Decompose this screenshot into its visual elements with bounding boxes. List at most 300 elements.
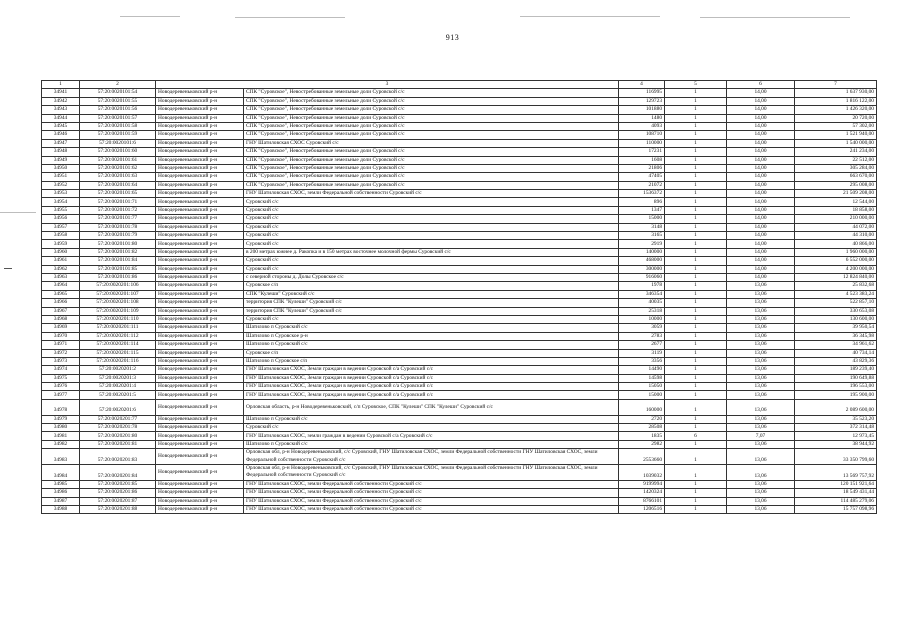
quantity: 1 [665, 232, 727, 240]
quantity: 1 [665, 257, 727, 265]
table-row [42, 257, 877, 265]
cadastral-value: 189 239,40 [795, 366, 877, 374]
location-description: СПК "Суровское", Невостребованные земельные доли Суровской с/с [244, 89, 619, 97]
district: Новодеревеньковский р-н [156, 290, 244, 298]
location-description: СПК "Суровское", Невостребованные земельные доли Суровской с/с [244, 156, 619, 164]
cadastral-number: 57:20:0020201:108 [80, 299, 156, 307]
rate-value: 13,06 [727, 465, 795, 481]
scan-mark-left-2 [4, 268, 12, 269]
quantity: 1 [665, 198, 727, 206]
cadastral-value: 1 960 000,00 [795, 248, 877, 256]
area-value: 1978 [619, 282, 665, 290]
quantity: 1 [665, 122, 727, 130]
area-value: 916060 [619, 273, 665, 281]
cadastral-value: 36 345,98 [795, 332, 877, 340]
location-description: Суровский с/с [244, 198, 619, 206]
cadastral-number: 57:20:0020201:78 [80, 424, 156, 432]
row-number: 34963 [42, 273, 80, 281]
cadastral-number: 57:20:0020201:109 [80, 307, 156, 315]
rate-value: 13,06 [727, 391, 795, 399]
cadastral-number: 57:20:0020201:3 [80, 374, 156, 382]
quantity: 1 [665, 391, 727, 399]
table-row [42, 273, 877, 281]
district: Новодеревеньковский р-н [156, 357, 244, 365]
rate-value: 13,06 [727, 307, 795, 315]
cadastral-number: 57:20:0020201:116 [80, 357, 156, 365]
cadastral-value: 34 961,62 [795, 341, 877, 349]
row-number: 34970 [42, 332, 80, 340]
table-row [42, 391, 877, 399]
quantity: 1 [665, 307, 727, 315]
row-number: 34977 [42, 391, 80, 399]
table-row [42, 383, 877, 391]
rate-value: 14,00 [727, 248, 795, 256]
district: Новодеревеньковский р-н [156, 248, 244, 256]
location-description: СПК "Суровское", Невостребованные земельные доли Суровской с/с [244, 97, 619, 105]
area-value: 15000 [619, 215, 665, 223]
area-value: 2553660 [619, 449, 665, 465]
table-body [42, 89, 877, 514]
location-description: СПК "Суровское", Невостребованные земельные доли Суровской с/с [244, 131, 619, 139]
cadastral-value: 4 200 000,00 [795, 265, 877, 273]
quantity: 1 [665, 366, 727, 374]
location-description: СПК "Суровское", Невостребованные земельные доли Суровской с/с [244, 148, 619, 156]
area-value: 110000 [619, 139, 665, 147]
area-value: 15000 [619, 391, 665, 399]
location-description: Суровский с/с [244, 315, 619, 323]
area-value: 101880 [619, 106, 665, 114]
area-value: 21806 [619, 164, 665, 172]
cadastral-number: 57:20:0020101:82 [80, 248, 156, 256]
table-row [42, 424, 877, 432]
location-description: Шатилово п Суровское р-н [244, 332, 619, 340]
district: Новодеревеньковский р-н [156, 366, 244, 374]
cadastral-number: 57:20:0020101:72 [80, 206, 156, 214]
cadastral-number: 57:20:0020201:106 [80, 282, 156, 290]
quantity: 1 [665, 315, 727, 323]
district: Новодеревеньковский р-н [156, 391, 244, 399]
table-header-row [42, 81, 877, 89]
row-number: 34949 [42, 156, 80, 164]
quantity: 1 [665, 465, 727, 481]
table-row [42, 89, 877, 97]
quantity: 1 [665, 114, 727, 122]
rate-value: 13,06 [727, 341, 795, 349]
quantity: 1 [665, 424, 727, 432]
area-value: 1608 [619, 156, 665, 164]
quantity: 1 [665, 489, 727, 497]
cadastral-value: 39 950,54 [795, 324, 877, 332]
quantity: 1 [665, 97, 727, 105]
cadastral-value: 1 426 320,00 [795, 106, 877, 114]
area-value: 17231 [619, 148, 665, 156]
cadastral-number: 57:20:0020101:54 [80, 89, 156, 97]
table-row [42, 198, 877, 206]
quantity: 1 [665, 265, 727, 273]
district: Новодеревеньковский р-н [156, 497, 244, 505]
table-row [42, 332, 877, 340]
location-description: Шатилово п Суровское с/п [244, 357, 619, 365]
row-number: 34971 [42, 341, 80, 349]
row-number: 34965 [42, 290, 80, 298]
rate-value: 14,00 [727, 122, 795, 130]
location-description: ГНУ Шатиловская СХОС, земли граждан в ведении Суровской с/а Суровский с/с [244, 432, 619, 440]
district: Новодеревеньковский р-н [156, 324, 244, 332]
rate-value: 14,00 [727, 131, 795, 139]
area-value: 300000 [619, 265, 665, 273]
row-number: 34980 [42, 424, 80, 432]
quantity: 1 [665, 273, 727, 281]
location-description: ГНУ Шатиловская СХОС, Земли граждан в ведении Суровской с/а Суровский с/с [244, 391, 619, 399]
area-value: 3119 [619, 349, 665, 357]
table-row [42, 282, 877, 290]
district: Новодеревеньковский р-н [156, 139, 244, 147]
district: Новодеревеньковский р-н [156, 299, 244, 307]
rate-value: 13,06 [727, 399, 795, 415]
row-number: 34954 [42, 198, 80, 206]
cadastral-value: 1 540 000,00 [795, 139, 877, 147]
area-value: 8766101 [619, 497, 665, 505]
quantity: 1 [665, 440, 727, 448]
district: Новодеревеньковский р-н [156, 282, 244, 290]
rate-value: 14,00 [727, 114, 795, 122]
table-row [42, 366, 877, 374]
location-description: в 200 метрах южнее д. Ракопка и в 150 метрах восточнее молочной фермы Суровский с/с [244, 248, 619, 256]
cadastral-number: 57:20:0020201:86 [80, 489, 156, 497]
district: Новодеревеньковский р-н [156, 489, 244, 497]
area-value: 3059 [619, 324, 665, 332]
location-description: СПК "Суровское", Невостребованные земельные доли Суровской с/с [244, 114, 619, 122]
col-header-5: 5 [665, 81, 727, 89]
area-value: 28508 [619, 424, 665, 432]
location-description: Суровский с/с [244, 223, 619, 231]
area-value: 129723 [619, 97, 665, 105]
rate-value: 14,00 [727, 265, 795, 273]
area-value: 9199994 [619, 480, 665, 488]
district: Новодеревеньковский р-н [156, 265, 244, 273]
table-row [42, 223, 877, 231]
cadastral-number: 57:20:0020101:61 [80, 156, 156, 164]
cadastral-number: 57:20:0020101:58 [80, 122, 156, 130]
quantity: 1 [665, 415, 727, 423]
area-value: 14598 [619, 374, 665, 382]
area-value: 896 [619, 198, 665, 206]
cadastral-number: 57:20:0020201:4 [80, 383, 156, 391]
location-description: Суровский с/с [244, 232, 619, 240]
area-value: 346354 [619, 290, 665, 298]
area-value: 160000 [619, 399, 665, 415]
rate-value: 13,06 [727, 374, 795, 382]
location-description: территория СПК "Кулеши" Суровский с/с [244, 299, 619, 307]
rate-value: 14,00 [727, 215, 795, 223]
rate-value: 13,06 [727, 449, 795, 465]
quantity: 1 [665, 497, 727, 505]
col-header-6: 6 [727, 81, 795, 89]
quantity: 1 [665, 449, 727, 465]
district: Новодеревеньковский р-н [156, 97, 244, 105]
cadastral-number: 57:20:0020201:111 [80, 324, 156, 332]
location-description: ГНУ Шатиловская СХОС, Земли граждан в ведении Суровской с/а Суровский с/с [244, 366, 619, 374]
location-description: Шатилово п Суровский с/с [244, 440, 619, 448]
row-number: 34941 [42, 89, 80, 97]
table-row [42, 299, 877, 307]
row-number: 34943 [42, 106, 80, 114]
cadastral-number: 57:20:0020201:114 [80, 341, 156, 349]
table-row [42, 497, 877, 505]
rate-value: 13,06 [727, 480, 795, 488]
cadastral-number: 57:20:0020101:6 [80, 139, 156, 147]
cadastral-value: 1 637 930,00 [795, 89, 877, 97]
cadastral-value: 1 816 122,00 [795, 97, 877, 105]
cadastral-value: 196 553,00 [795, 383, 877, 391]
district: Новодеревеньковский р-н [156, 399, 244, 415]
cadastral-value: 195 900,00 [795, 391, 877, 399]
area-value: 21072 [619, 181, 665, 189]
row-number: 34988 [42, 505, 80, 513]
location-description: ГНУ Шатиловская СХОС, земли Федеральной собственности Суровский с/с [244, 497, 619, 505]
area-value: 3148 [619, 223, 665, 231]
cadastral-value: 663 670,00 [795, 173, 877, 181]
location-description: с северной стороны д. Долы Суровское с/с [244, 273, 619, 281]
district: Новодеревеньковский р-н [156, 440, 244, 448]
location-description: Суровский с/с [244, 265, 619, 273]
cadastral-value: 40 734,14 [795, 349, 877, 357]
cadastral-value: 44 072,00 [795, 223, 877, 231]
area-value: 10000 [619, 315, 665, 323]
district: Новодеревеньковский р-н [156, 480, 244, 488]
cadastral-number: 57:20:0020101:65 [80, 190, 156, 198]
table-row [42, 215, 877, 223]
table-row [42, 505, 877, 513]
quantity: 1 [665, 148, 727, 156]
row-number: 34945 [42, 122, 80, 130]
district: Новодеревеньковский р-н [156, 449, 244, 465]
quantity: 1 [665, 139, 727, 147]
district: Новодеревеньковский р-н [156, 164, 244, 172]
location-description: ГНУ Шатиловская СХОС, земли Федеральной собственности Суровский с/с [244, 505, 619, 513]
area-value: 1039032 [619, 465, 665, 481]
rate-value: 14,00 [727, 273, 795, 281]
table-row [42, 341, 877, 349]
quantity: 1 [665, 505, 727, 513]
land-register-table [41, 80, 877, 514]
table-row [42, 232, 877, 240]
row-number: 34952 [42, 181, 80, 189]
quantity: 1 [665, 332, 727, 340]
cadastral-number: 57:20:0020101:56 [80, 106, 156, 114]
district: Новодеревеньковский р-н [156, 148, 244, 156]
cadastral-value: 372 314,48 [795, 424, 877, 432]
row-number: 34982 [42, 440, 80, 448]
cadastral-value: 4 523 383,24 [795, 290, 877, 298]
cadastral-number: 57:20:0020101:62 [80, 164, 156, 172]
district: Новодеревеньковский р-н [156, 349, 244, 357]
rate-value: 13,06 [727, 315, 795, 323]
col-header-7: 7 [795, 81, 877, 89]
table-row [42, 307, 877, 315]
cadastral-value: 22 512,00 [795, 156, 877, 164]
cadastral-value: 40 866,00 [795, 240, 877, 248]
table-row [42, 357, 877, 365]
district: Новодеревеньковский р-н [156, 307, 244, 315]
area-value: 15050 [619, 383, 665, 391]
district: Новодеревеньковский р-н [156, 156, 244, 164]
row-number: 34964 [42, 282, 80, 290]
rate-value: 14,00 [727, 198, 795, 206]
quantity: 1 [665, 349, 727, 357]
area-value: 2982 [619, 440, 665, 448]
rate-value: 14,00 [727, 190, 795, 198]
rate-value: 14,00 [727, 106, 795, 114]
cadastral-number: 57:20:0020201:77 [80, 415, 156, 423]
quantity: 1 [665, 282, 727, 290]
cadastral-value: 44 310,00 [795, 232, 877, 240]
district: Новодеревеньковский р-н [156, 131, 244, 139]
cadastral-value: 6 552 000,00 [795, 257, 877, 265]
area-value: 2919 [619, 240, 665, 248]
row-number: 34944 [42, 114, 80, 122]
district: Новодеревеньковский р-н [156, 89, 244, 97]
cadastral-number: 57:20:0020101:60 [80, 148, 156, 156]
quantity: 1 [665, 383, 727, 391]
table-row [42, 432, 877, 440]
cadastral-number: 57:20:0020101:79 [80, 232, 156, 240]
table-row [42, 265, 877, 273]
quantity: 1 [665, 357, 727, 365]
cadastral-number: 57:20:0020101:78 [80, 223, 156, 231]
table-row [42, 173, 877, 181]
table-row [42, 349, 877, 357]
table-row [42, 449, 877, 465]
table-row [42, 290, 877, 298]
cadastral-value: 210 000,00 [795, 215, 877, 223]
row-number: 34979 [42, 415, 80, 423]
district: Новодеревеньковский р-н [156, 332, 244, 340]
rate-value: 14,00 [727, 240, 795, 248]
col-header-1: 1 [42, 81, 80, 89]
row-number: 34967 [42, 307, 80, 315]
table-row [42, 415, 877, 423]
row-number: 34985 [42, 480, 80, 488]
quantity: 1 [665, 190, 727, 198]
row-number: 34986 [42, 489, 80, 497]
rate-value: 13,06 [727, 324, 795, 332]
table-row [42, 206, 877, 214]
cadastral-value: 241 234,00 [795, 148, 877, 156]
area-value: 25318 [619, 307, 665, 315]
table-row [42, 480, 877, 488]
rate-value: 13,06 [727, 366, 795, 374]
scan-mark-top-4 [700, 17, 850, 18]
quantity: 1 [665, 324, 727, 332]
row-number: 34968 [42, 315, 80, 323]
cadastral-value: 2 089 600,00 [795, 399, 877, 415]
row-number: 34956 [42, 215, 80, 223]
quantity: 1 [665, 290, 727, 298]
table-row [42, 131, 877, 139]
district: Новодеревеньковский р-н [156, 415, 244, 423]
col-header-4: 4 [619, 81, 665, 89]
location-description: Суровский с/с [244, 424, 619, 432]
row-number: 34973 [42, 357, 80, 365]
row-number: 34957 [42, 223, 80, 231]
quantity: 1 [665, 215, 727, 223]
table-row [42, 122, 877, 130]
quantity: 1 [665, 164, 727, 172]
rate-value: 14,00 [727, 139, 795, 147]
quantity: 1 [665, 156, 727, 164]
area-value: 4093 [619, 122, 665, 130]
table-row [42, 106, 877, 114]
row-number: 34975 [42, 374, 80, 382]
cadastral-number: 57:20:0020101:64 [80, 181, 156, 189]
row-number: 34947 [42, 139, 80, 147]
quantity: 1 [665, 181, 727, 189]
cadastral-number: 57:20:0020101:63 [80, 173, 156, 181]
cadastral-number: 57:20:0020201:87 [80, 497, 156, 505]
area-value: 116995 [619, 89, 665, 97]
cadastral-number: 57:20:0020201:110 [80, 315, 156, 323]
district: Новодеревеньковский р-н [156, 465, 244, 481]
location-description: территория СПК "Кулеши" Суровский с/с [244, 307, 619, 315]
cadastral-number: 57:20:0020101:86 [80, 273, 156, 281]
col-header-2: 2 [80, 81, 156, 89]
cadastral-value: 43 829,36 [795, 357, 877, 365]
area-value: 1480 [619, 114, 665, 122]
quantity: 1 [665, 399, 727, 415]
area-value: 108710 [619, 131, 665, 139]
col-header-3: 3 [156, 81, 619, 89]
rate-value: 13,06 [727, 357, 795, 365]
cadastral-value: 38 944,92 [795, 440, 877, 448]
cadastral-number: 57:20:0020101:55 [80, 97, 156, 105]
cadastral-value: 35 523,20 [795, 415, 877, 423]
location-description: Суровский с/с [244, 240, 619, 248]
location-description: СПК "Суровское", Невостребованные земельные доли Суровской с/с [244, 122, 619, 130]
rate-value: 14,00 [727, 173, 795, 181]
cadastral-number: 57:20:0020101:71 [80, 198, 156, 206]
cadastral-number: 57:20:0020101:77 [80, 215, 156, 223]
row-number: 34972 [42, 349, 80, 357]
cadastral-value: 18 549 431,44 [795, 489, 877, 497]
district: Новодеревеньковский р-н [156, 240, 244, 248]
rate-value: 14,00 [727, 89, 795, 97]
cadastral-value: 12 544,00 [795, 198, 877, 206]
area-value: 140000 [619, 248, 665, 256]
quantity: 1 [665, 341, 727, 349]
cadastral-number: 57:20:0020101:85 [80, 265, 156, 273]
rate-value: 14,00 [727, 223, 795, 231]
location-description: Суровский с/с [244, 215, 619, 223]
district: Новодеревеньковский р-н [156, 106, 244, 114]
location-description: Шатилово п Суровский с/с [244, 324, 619, 332]
rate-value: 14,00 [727, 164, 795, 172]
rate-value: 13,06 [727, 299, 795, 307]
cadastral-value: 120 151 921,64 [795, 480, 877, 488]
area-value: 40035 [619, 299, 665, 307]
rate-value: 14,00 [727, 257, 795, 265]
table-row [42, 440, 877, 448]
cadastral-number: 57:20:0020201:84 [80, 465, 156, 481]
area-value: 14490 [619, 366, 665, 374]
row-number: 34953 [42, 190, 80, 198]
table-row [42, 181, 877, 189]
table-row [42, 489, 877, 497]
quantity: 1 [665, 223, 727, 231]
table-row [42, 139, 877, 147]
cadastral-number: 57:20:0020201:112 [80, 332, 156, 340]
quantity: 1 [665, 131, 727, 139]
